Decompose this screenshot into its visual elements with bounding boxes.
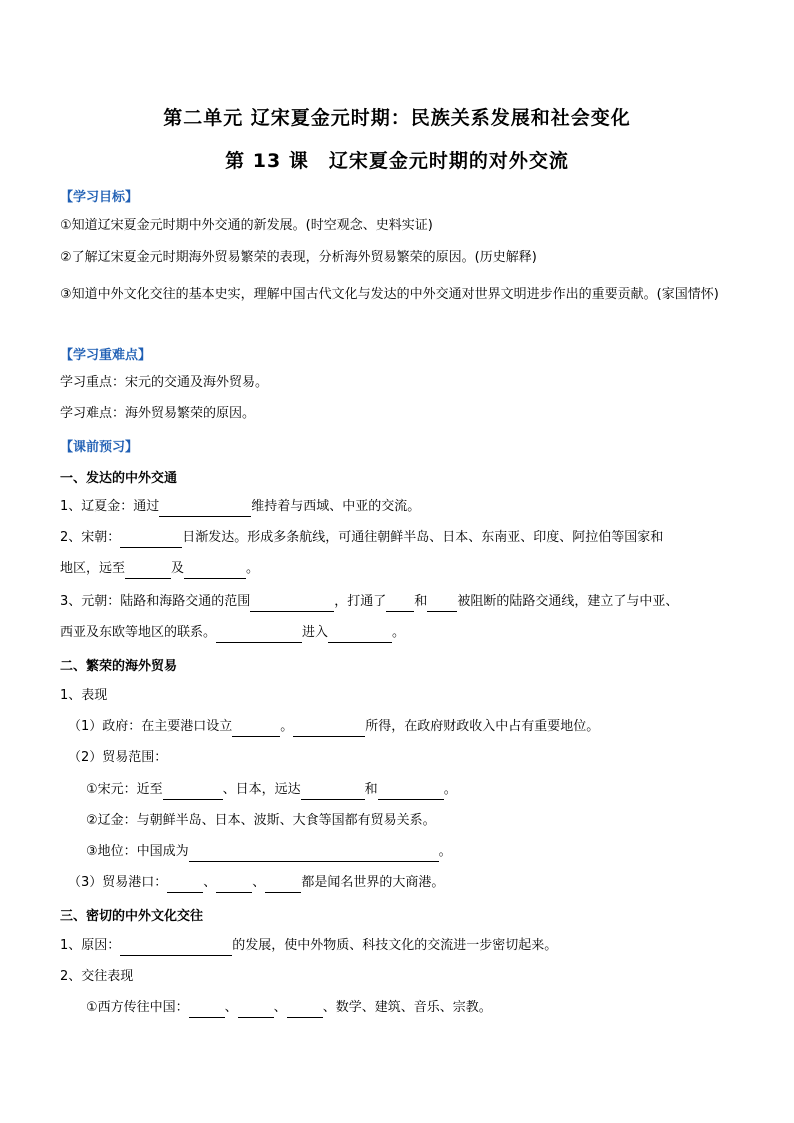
text: 1、原因：: [60, 938, 121, 953]
text: 进入: [302, 625, 329, 640]
unit-title: 第二单元 辽宋夏金元时期：民族关系发展和社会变化: [163, 107, 631, 129]
goal-1: ①知道辽宋夏金元时期中外交通的新发展。(时空观念、史料实证): [60, 218, 433, 233]
text: 和: [364, 782, 378, 797]
part3-sub2: 2、交往表现: [60, 969, 134, 984]
text: （3）贸易港口：: [68, 875, 168, 890]
text: 、: [203, 875, 217, 890]
part1-heading: 一、发达的中外交通: [60, 471, 178, 486]
part3-west: [86, 998, 734, 1018]
answer-blank[interactable]: [378, 785, 444, 800]
text: 、日本，远达: [222, 782, 301, 797]
section-goals: 【学习目标】: [60, 190, 139, 205]
answer-blank[interactable]: [293, 722, 365, 737]
goal-2: ②了解辽宋夏金元时期海外贸易繁荣的表现，分析海外贸易繁荣的原因。(历史解释): [60, 250, 537, 265]
part2-songyuan: [86, 780, 734, 800]
answer-blank[interactable]: [386, 597, 414, 612]
text: （1）政府：在主要港口设立: [68, 719, 233, 734]
answer-blank[interactable]: [184, 564, 246, 579]
answer-blank[interactable]: [189, 847, 439, 862]
part2-gov: [68, 717, 734, 737]
answer-blank[interactable]: [232, 722, 280, 737]
text: 维持着与西域、中亚的交流。: [251, 499, 421, 514]
part1-item3-line2: [60, 623, 734, 643]
answer-blank[interactable]: [301, 785, 365, 800]
key-focus: 学习重点：宋元的交通及海外贸易。: [60, 375, 269, 390]
part2-sub1: 1、表现: [60, 688, 108, 703]
text: ①宋元：近至: [86, 782, 163, 797]
answer-blank[interactable]: [287, 1003, 323, 1018]
lesson-title: 第 13 课 辽宋夏金元时期的对外交流: [225, 150, 569, 172]
text: 西亚及东欧等地区的联系。: [60, 625, 217, 640]
part2-status: [86, 842, 734, 862]
part3-reason: [60, 936, 734, 956]
text: 。: [392, 625, 406, 640]
part1-item2-line1: [60, 528, 734, 548]
part2-liaojin: ②辽金：与朝鲜半岛、日本、波斯、大食等国都有贸易关系。: [86, 813, 436, 828]
text: ①西方传往中国：: [86, 1000, 189, 1015]
part2-scope: （2）贸易范围：: [68, 750, 168, 765]
text: 。: [246, 561, 260, 576]
answer-blank[interactable]: [328, 628, 392, 643]
part1-item1: [60, 497, 734, 517]
text: 和: [414, 594, 428, 609]
answer-blank[interactable]: [238, 1003, 274, 1018]
answer-blank[interactable]: [189, 1003, 225, 1018]
answer-blank[interactable]: [265, 878, 301, 893]
key-difficulty: 学习难点：海外贸易繁荣的原因。: [60, 406, 256, 421]
section-preview: 【课前预习】: [60, 440, 139, 455]
text: 。: [443, 782, 457, 797]
text: 。: [280, 719, 294, 734]
text: 日渐发达。形成多条航线，可通往朝鲜半岛、日本、东南亚、印度、阿拉伯等国家和: [182, 530, 664, 545]
part2-heading: 二、繁荣的海外贸易: [60, 659, 178, 674]
part1-item3-line1: [60, 592, 734, 612]
text: ，打通了: [334, 594, 387, 609]
text: 所得，在政府财政收入中占有重要地位。: [365, 719, 600, 734]
text: 及: [171, 561, 185, 576]
answer-blank[interactable]: [216, 628, 302, 643]
part2-ports: [68, 873, 734, 893]
text: 、: [224, 1000, 238, 1015]
answer-blank[interactable]: [427, 597, 457, 612]
text: 都是闻名世界的大商港。: [301, 875, 445, 890]
text: 2、宋朝：: [60, 530, 121, 545]
answer-blank[interactable]: [159, 502, 251, 517]
answer-blank[interactable]: [120, 941, 232, 956]
text: 。: [438, 844, 452, 859]
text: ③地位：中国成为: [86, 844, 189, 859]
text: 的发展，使中外物质、科技文化的交流进一步密切起来。: [232, 938, 558, 953]
answer-blank[interactable]: [167, 878, 203, 893]
answer-blank[interactable]: [250, 597, 334, 612]
text: 3、元朝：陆路和海路交通的范围: [60, 594, 251, 609]
text: 、: [252, 875, 266, 890]
goal-3: ③知道中外文化交往的基本史实，理解中国古代文化与发达的中外交通对世界文明进步作出的重要贡献。(家国情怀): [60, 287, 719, 302]
section-key-points: 【学习重难点】: [60, 348, 152, 363]
part3-heading: 三、密切的中外文化交往: [60, 909, 204, 924]
answer-blank[interactable]: [216, 878, 252, 893]
text: 地区，远至: [60, 561, 126, 576]
part1-item2-line2: [60, 559, 734, 579]
text: 1、辽夏金：通过: [60, 499, 160, 514]
text: 、: [273, 1000, 287, 1015]
text: 被阻断的陆路交通线，建立了与中亚、: [457, 594, 679, 609]
answer-blank[interactable]: [125, 564, 171, 579]
answer-blank[interactable]: [120, 533, 182, 548]
text: 、数学、建筑、音乐、宗教。: [322, 1000, 492, 1015]
answer-blank[interactable]: [163, 785, 223, 800]
